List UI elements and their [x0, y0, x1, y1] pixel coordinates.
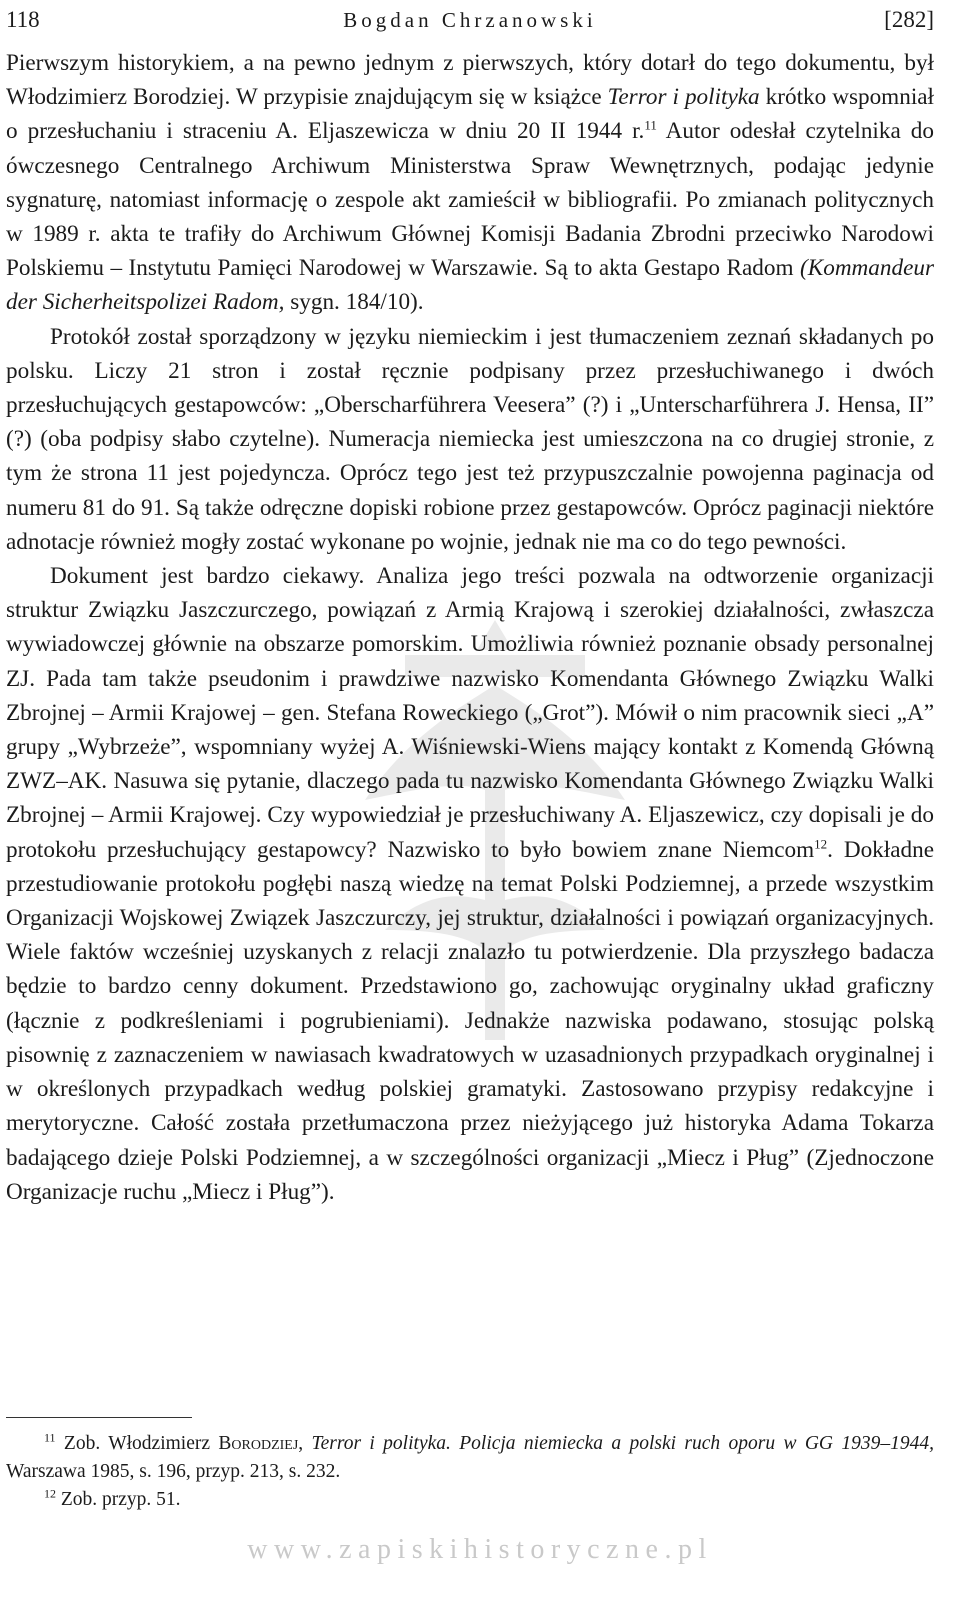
site-watermark: www.zapiskihistoryczne.pl — [247, 1534, 713, 1565]
footnote-divider — [6, 1417, 192, 1418]
main-text — [6, 46, 934, 1209]
cited-title: Terror i polityka. Policja niemiecka a polski ruch oporu w GG 1939–1944, — [311, 1433, 934, 1454]
running-head-author: Bogdan Chrzanowski — [343, 8, 597, 32]
footnotes — [6, 1430, 934, 1514]
text-run: Pierwszym historykiem, a na pewno jednym z pierwszych, który dotarł do tego dokumentu, był Włodzimierz Borodziej. W przypisie znajdującym się w książce — [6, 50, 934, 111]
footnote-11 — [6, 1430, 934, 1486]
book-title: Terror i polityka — [607, 84, 760, 111]
author-surname: Borodziej — [218, 1433, 299, 1454]
text-run: krótko wspomniał o przesłuchaniu i straceniu A. Eljaszewicza w dniu 20 II 1944 r. — [6, 84, 934, 145]
archive-name: (Kommandeur der Sicherheitspolizei Radom, — [6, 255, 934, 316]
paragraph-2: Protokół został sporządzony w języku niemieckim i jest tłumaczeniem zeznań składanych po polsku. Liczy 21 stron i został ręcznie podpisany przez przesłuchiwanego i dwóch przesłuchujących gestapowców: „Oberscharführera Veesera” (?) i „Unterscharführera J. Hensa, II” (?) (oba podpisy słabo czytelne). Numeracja niemiecka jest umieszczona na co drugiej stronie, z tym że strona 11 jest pojedyncza. Oprócz tego jest też przypuszczalnie powojenna paginacja od numeru 81 do 91. Są także odręczne dopiski robione przez gestapowców. Oprócz paginacji niektóre adnotacje również mogły zostać wykonane po wojnie, jednak nie ma co do tego pewności. — [6, 323, 934, 555]
page-number: 118 — [6, 7, 40, 32]
text-run: Zob. przyp. 51. — [56, 1489, 181, 1510]
footnote-12 — [6, 1486, 934, 1514]
footnote-ref-11[interactable]: 11 — [644, 117, 657, 133]
text-run: Dokument jest bardzo ciekawy. Analiza jego treści pozwala na odtworzenie organizacji struktur Związku Jaszczurczego, powiązań z Armią Krajową i szerokiej działalności, zwłaszcza wywiadowczej głównie na obszarze pomorskim. Umożliwia również poznanie obsady personalnej ZJ. Pada tam także pseudonim i prawdziwe nazwisko Komendanta Głównego Związku Walki Zbrojnej – Armii Krajowej – gen. Stefana Roweckiego („Grot”). Mówił o nim pracownik sieci „A” grupy „Wybrzeże”, wspomniany wyżej A. Wiśniewski-Wiens mający kontakt z Komendą Główną ZWZ–AK. Nasuwa się pytanie, dlaczego pada tu nazwisko Komendanta Głównego Związku Walki Zbrojnej – Armii Krajowej. Czy wypowiedział je przesłuchiwany A. Eljaszewicz, czy dopisali je do protokołu przesłuchujący gestapowcy? Nazwisko to było bowiem znane Niemcom — [6, 563, 934, 863]
footnote-ref-12[interactable]: 12 — [814, 835, 828, 851]
text-run: Zob. Włodzimierz — [55, 1433, 219, 1454]
paragraph-3 — [6, 559, 934, 1209]
section-number: [282] — [884, 7, 934, 32]
text-run: Warszawa 1985, s. 196, przyp. 213, s. 232. — [6, 1461, 341, 1482]
paragraph-1 — [6, 46, 934, 320]
text-run: sygn. 184/10). — [284, 289, 424, 316]
footnote-number: 12 — [44, 1486, 56, 1501]
text-run: Autor odesłał czytelnika do ówczesnego Centralnego Archiwum Ministerstwa Spraw Wewnętrznych, podając jedynie sygnaturę, natomiast informację o zespole akt zamieścił w bibliografii. Po zmianach politycznych w 1989 r. akta te trafiły do Archiwum Głównej Komisji Badania Zbrodni przeciwko Narodowi Polskiemu – Instytutu Pamięci Narodowej w Warszawie. Są to akta Gestapo Radom — [6, 118, 934, 282]
running-header — [6, 4, 934, 36]
footnote-number: 11 — [44, 1430, 56, 1445]
text-run: , — [298, 1433, 312, 1454]
text-run: . Dokładne przestudiowanie protokołu pogłębi naszą wiedzę na temat Polski Podziemnej, a przede wszystkim Organizacji Wojskowej Związek Jaszczurczy, jej struktur, działalności i powiązań organizacyjnych. Wiele faktów wcześniej uzyskanych z relacji znalazło tu potwierdzenie. Dla przyszłego badacza będzie to bardzo cenny dokument. Przedstawiono go, zachowując oryginalny układ graficzny (łącznie z podkreśleniami i pogrubieniami). Jednakże nazwiska podawano, stosując polską pisownię z zaznaczeniem w nawiasach kwadratowych w uzasadnionych przypadkach oryginalnej i w określonych przypadkach według polskiej gramatyki. Zastosowano przypisy redakcyjne i merytoryczne. Całość została przetłumaczona przez nieżyjącego już historyka Adama Tokarza badającego dzieje Polski Podziemnej, a w szczególności organizacji „Miecz i Pług” (Zjednoczone Organizacje ruchu „Miecz i Pług”). — [6, 836, 934, 1205]
